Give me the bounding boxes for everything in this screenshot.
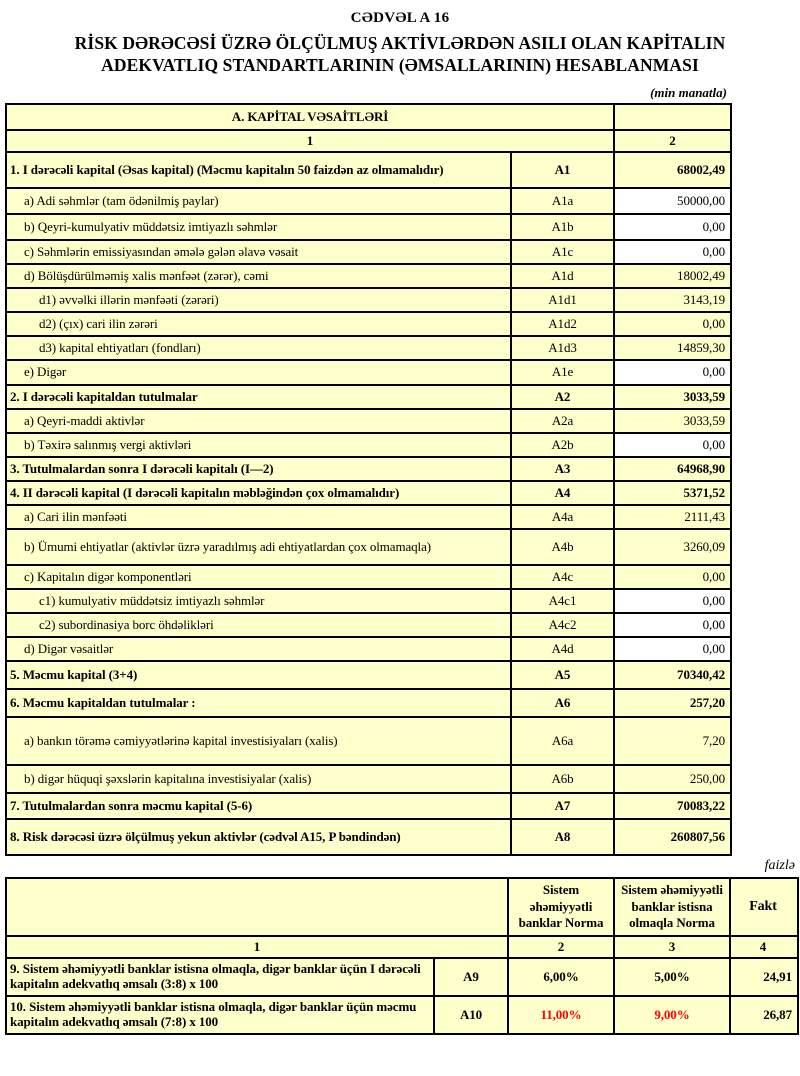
row-value: 0,00: [613, 241, 730, 263]
row-code: A4c2: [510, 614, 613, 636]
row-code: A2b: [510, 434, 613, 456]
row-label: e) Digər: [24, 364, 67, 380]
ratio-table-colnum-row: [7, 935, 797, 957]
table-row: [7, 408, 730, 432]
row-label: b) digər hüquqi şəxslərin kapitalına investisiyalar (xalis): [24, 770, 312, 786]
row-value: 3260,09: [613, 530, 730, 564]
row-code: A6a: [510, 718, 613, 764]
table-row: [7, 359, 730, 384]
table-row: [7, 239, 730, 263]
row-norma-istisna: 9,00%: [613, 997, 729, 1033]
row-value: 18002,49: [613, 265, 730, 287]
row-value: 7,20: [613, 718, 730, 764]
row-code: A3: [510, 458, 613, 480]
row-fakt: 26,87: [729, 997, 797, 1033]
row-value: 3033,59: [613, 410, 730, 432]
row-label: a) Qeyri-maddi aktivlər: [24, 412, 145, 428]
table-row: [7, 688, 730, 716]
table-row: [7, 764, 730, 792]
row-code: A1a: [510, 189, 613, 213]
ratio-header-fakt: Fakt: [729, 879, 797, 935]
table-row: [7, 995, 797, 1033]
row-label: b) Təxirə salınmış vergi aktivləri: [24, 436, 192, 452]
row-label: b) Ümumi ehtiyatlar (aktivlər üzrə yaradılmış adi ehtiyatlardan çox olmamaqla): [24, 538, 431, 554]
row-value: 257,20: [613, 690, 730, 716]
row-code: A6b: [510, 766, 613, 792]
table-row: [7, 480, 730, 504]
row-label: 4. II dərəcəli kapital (I dərəcəli kapitalın məbləğindən çox olmamalıdır): [10, 484, 400, 500]
row-value: 70340,42: [613, 662, 730, 688]
row-code: A1b: [510, 215, 613, 239]
row-code: A4b: [510, 530, 613, 564]
table-row: [7, 588, 730, 612]
unit-note-manat: (min manatla): [650, 85, 727, 100]
table-row: [7, 716, 730, 764]
row-code: A10: [433, 997, 507, 1033]
row-label: a) Cari ilin mənfəəti: [24, 508, 127, 524]
row-code: A4a: [510, 506, 613, 528]
row-value: 3033,59: [613, 386, 730, 408]
table-row: [7, 432, 730, 456]
row-code: A9: [433, 959, 507, 995]
row-value: 68002,49: [613, 153, 730, 187]
row-code: A8: [510, 820, 613, 854]
row-value: 0,00: [613, 313, 730, 335]
col-number-1: 1: [306, 132, 314, 148]
capital-table: [5, 103, 732, 856]
row-value: 250,00: [613, 766, 730, 792]
col-number-1: 1: [253, 938, 261, 954]
row-label: 1. I dərəcəli kapital (Əsas kapital) (Məcmu kapitalın 50 faizdən az olmamalıdır): [10, 161, 444, 177]
row-value: 0,00: [613, 638, 730, 660]
row-label: d) Bölüşdürülməmiş xalis mənfəət (zərər), cəmi: [24, 267, 269, 283]
row-label: d3) kapital ehtiyatları (fondları): [39, 339, 201, 355]
row-label: d2) (çıx) cari ilin zərəri: [39, 315, 158, 331]
row-value: 0,00: [613, 215, 730, 239]
row-label: 6. Məcmu kapitaldan tutulmalar :: [10, 694, 196, 710]
row-value: 0,00: [613, 614, 730, 636]
table-row: [7, 287, 730, 311]
row-value: 3143,19: [613, 289, 730, 311]
row-value: 260807,56: [613, 820, 730, 854]
row-code: A1d2: [510, 313, 613, 335]
row-value: 0,00: [613, 566, 730, 588]
row-label: a) Adi səhmlər (tam ödənilmiş paylar): [24, 192, 219, 208]
col-number-4: 4: [729, 937, 797, 957]
table-row: [7, 564, 730, 588]
row-label: 7. Tutulmalardan sonra məcmu kapital (5-6): [10, 797, 253, 813]
row-label: 3. Tutulmalardan sonra I dərəcəli kapitalı (I—2): [10, 460, 274, 476]
table-row: [7, 957, 797, 995]
table-row: [7, 384, 730, 408]
capital-table-section-header: A. KAPİTAL VƏSAİTLƏRİ: [231, 108, 389, 124]
row-label: d) Digər vəsaitlər: [24, 640, 114, 656]
row-label: 10. Sistem əhəmiyyətli banklar istisna olmaqla, digər banklar üçün məcmu kapitalın adekvatlıq əmsalı (7:8) x 100: [10, 999, 417, 1029]
row-code: A7: [510, 794, 613, 818]
ratio-header-norma-sistem: Sistem əhəmiyyətli banklar Norma: [507, 879, 613, 935]
row-label: 2. I dərəcəli kapitaldan tutulmalar: [10, 388, 198, 404]
row-label: 5. Məcmu kapital (3+4): [10, 666, 138, 682]
row-code: A1: [510, 153, 613, 187]
document-title-line2: ADEKVATLIQ STANDARTLARININ (ƏMSALLARININ) HESABLANMASI: [101, 55, 699, 75]
row-value: 0,00: [613, 434, 730, 456]
table-row: [7, 335, 730, 359]
row-code: A4: [510, 482, 613, 504]
row-label: c) Kapitalın digər komponentləri: [24, 568, 192, 584]
row-label: 9. Sistem əhəmiyyətli banklar istisna olmaqla, digər banklar üçün I dərəcəli kapitalın adekvatlıq əmsalı (3:8) x 100: [10, 961, 421, 991]
document-title-line1: RİSK DƏRƏCƏSİ ÜZRƏ ÖLÇÜLMUŞ AKTİVLƏRDƏN ASILI OLAN KAPİTALIN: [74, 33, 726, 53]
row-code: A6: [510, 690, 613, 716]
row-code: A1e: [510, 361, 613, 384]
row-value: 0,00: [613, 361, 730, 384]
row-label: a) bankın törəmə cəmiyyətlərinə kapital investisiyaları (xalis): [24, 732, 338, 748]
row-norma-sistem: 6,00%: [507, 959, 613, 995]
row-label: c) Səhmlərin emissiyasından əmələ gələn əlavə vəsait: [24, 243, 299, 259]
row-code: A1c: [510, 241, 613, 263]
row-value: 14859,30: [613, 337, 730, 359]
row-code: A2a: [510, 410, 613, 432]
table-row: [7, 213, 730, 239]
row-label: 8. Risk dərəcəsi üzrə ölçülmuş yekun aktivlər (cədvəl A15, P bəndindən): [10, 828, 401, 844]
table-row: [7, 263, 730, 287]
ratio-header-norma-istisna: Sistem əhəmiyyətli banklar istisna olmaqla Norma: [613, 879, 729, 935]
ratio-header-empty-cell: [7, 879, 507, 935]
ratio-table-header-row: [7, 879, 797, 935]
row-value: 50000,00: [613, 189, 730, 213]
col-number-2: 2: [507, 937, 613, 957]
row-code: A4d: [510, 638, 613, 660]
col-number-2: 2: [613, 131, 730, 151]
row-norma-sistem: 11,00%: [507, 997, 613, 1033]
capital-table-header-row: [7, 105, 730, 129]
row-label: c1) kumulyativ müddətsiz imtiyazlı səhmlər: [39, 592, 265, 608]
row-label: c2) subordinasiya borc öhdəlikləri: [39, 616, 214, 632]
row-norma-istisna: 5,00%: [613, 959, 729, 995]
table-row: [7, 660, 730, 688]
row-value: 70083,22: [613, 794, 730, 818]
table-row: [7, 528, 730, 564]
ratio-table: [5, 877, 799, 1035]
table-row: [7, 636, 730, 660]
row-code: A1d: [510, 265, 613, 287]
row-code: A4c1: [510, 590, 613, 612]
row-code: A2: [510, 386, 613, 408]
table-row: [7, 612, 730, 636]
table-row: [7, 311, 730, 335]
row-fakt: 24,91: [729, 959, 797, 995]
capital-table-colnum-row: [7, 129, 730, 151]
row-value: 2111,43: [613, 506, 730, 528]
row-value: 5371,52: [613, 482, 730, 504]
capital-table-header-empty-cell: [613, 105, 730, 129]
document-header: [0, 0, 800, 76]
row-code: A4c: [510, 566, 613, 588]
table-row: [7, 504, 730, 528]
col-number-3: 3: [613, 937, 729, 957]
table-row: [7, 187, 730, 213]
table-number-title: CƏDVƏL A 16: [350, 10, 450, 26]
table-row: [7, 818, 730, 854]
table-row: [7, 456, 730, 480]
table-row: [7, 792, 730, 818]
row-code: A5: [510, 662, 613, 688]
row-value: 0,00: [613, 590, 730, 612]
row-label: d1) əvvəlki illərin mənfəəti (zərəri): [39, 291, 219, 307]
row-code: A1d1: [510, 289, 613, 311]
row-value: 64968,90: [613, 458, 730, 480]
table-row: [7, 151, 730, 187]
row-label: b) Qeyri-kumulyativ müddətsiz imtiyazlı səhmlər: [24, 218, 278, 234]
unit-note-percent: faizlə: [764, 858, 795, 873]
row-code: A1d3: [510, 337, 613, 359]
